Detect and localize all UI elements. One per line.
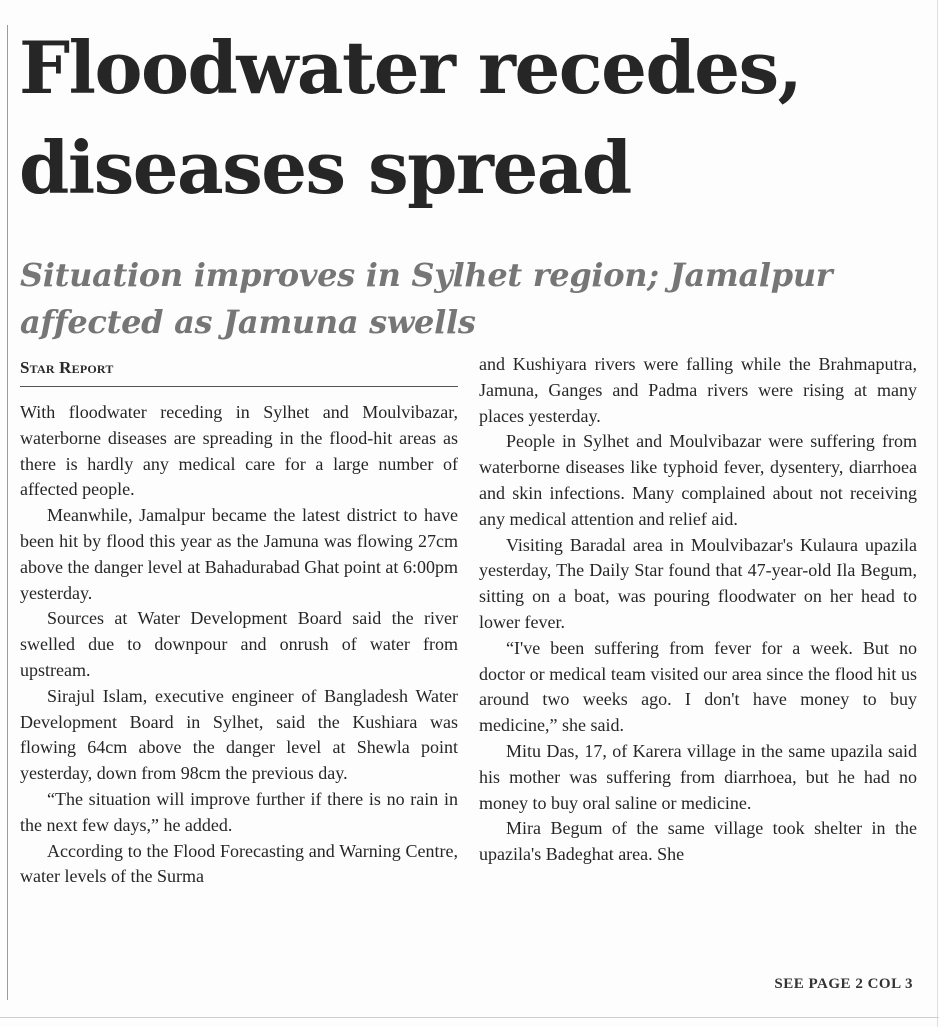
headline — [19, 18, 934, 218]
paragraph: Sources at Water Development Board said the river swelled due to downpour and onrush of water from upstream. — [20, 608, 458, 680]
paragraph: Mitu Das, 17, of Karera village in the same upazila said his mother was suffering from diarrhoea, but he had no money to buy oral saline or medicine. — [479, 740, 917, 813]
subheadline-line-2: affected as Jamuna swells — [20, 303, 476, 341]
paragraph: People in Sylhet and Moulvibazar were suffering from waterborne diseases like typhoid fever, dysentery, diarrhoea and skin infections. Many complained about not receiving any medical attention and relief aid. — [479, 431, 917, 529]
subheadline — [20, 252, 920, 346]
subheadline-line-1: Situation improves in Sylhet region; Jamalpur — [20, 256, 833, 294]
bottom-edge-rule — [0, 1017, 939, 1018]
paragraph: Sirajul Islam, executive engineer of Bangladesh Water Development Board in Sylhet, said the Kushiara was flowing 64cm above the danger level at Shewla point yesterday, down from 98cm the previous day. — [20, 685, 458, 784]
byline-text: Star Report — [20, 358, 114, 377]
page-edge-rule — [937, 0, 938, 1027]
paragraph: Visiting Baradal area in Moulvibazar's Kulaura upazila yesterday, The Daily Star found that 47-year-old Ila Begum, sitting on a boat, was pouring floodwater on her head to lower fever. — [479, 534, 917, 632]
column-divider-rule — [7, 25, 8, 1000]
article-column-right — [479, 352, 917, 868]
byline — [20, 358, 458, 387]
headline-line-1: Floodwater recedes, — [19, 25, 802, 110]
paragraph: and Kushiyara rivers were falling while the Brahmaputra, Jamuna, Ganges and Padma rivers were rising at many places yesterday. — [479, 354, 917, 426]
continuation-jump-line: SEE PAGE 2 COL 3 — [774, 976, 913, 992]
paragraph: With floodwater receding in Sylhet and Moulvibazar, waterborne diseases are spreading in the flood-hit areas as there is hardly any medical care for a large number of affected people. — [20, 402, 458, 500]
paragraph: Mira Begum of the same village took shelter in the upazila's Badeghat area. She — [479, 818, 917, 865]
paragraph: “The situation will improve further if there is no rain in the next few days,” he added. — [20, 788, 458, 835]
paragraph: “I've been suffering from fever for a week. But no doctor or medical team visited our area since the flood hit us around two weeks ago. I don't have money to buy medicine,” she said. — [479, 637, 917, 736]
paragraph: According to the Flood Forecasting and Warning Centre, water levels of the Surma — [20, 840, 458, 887]
headline-line-2: diseases spread — [19, 125, 631, 210]
article-column-left — [20, 400, 458, 890]
paragraph: Meanwhile, Jamalpur became the latest district to have been hit by flood this year as the Jamuna was flowing 27cm above the danger level at Bahadurabad Ghat point at 6:00pm yesterday. — [20, 505, 458, 603]
